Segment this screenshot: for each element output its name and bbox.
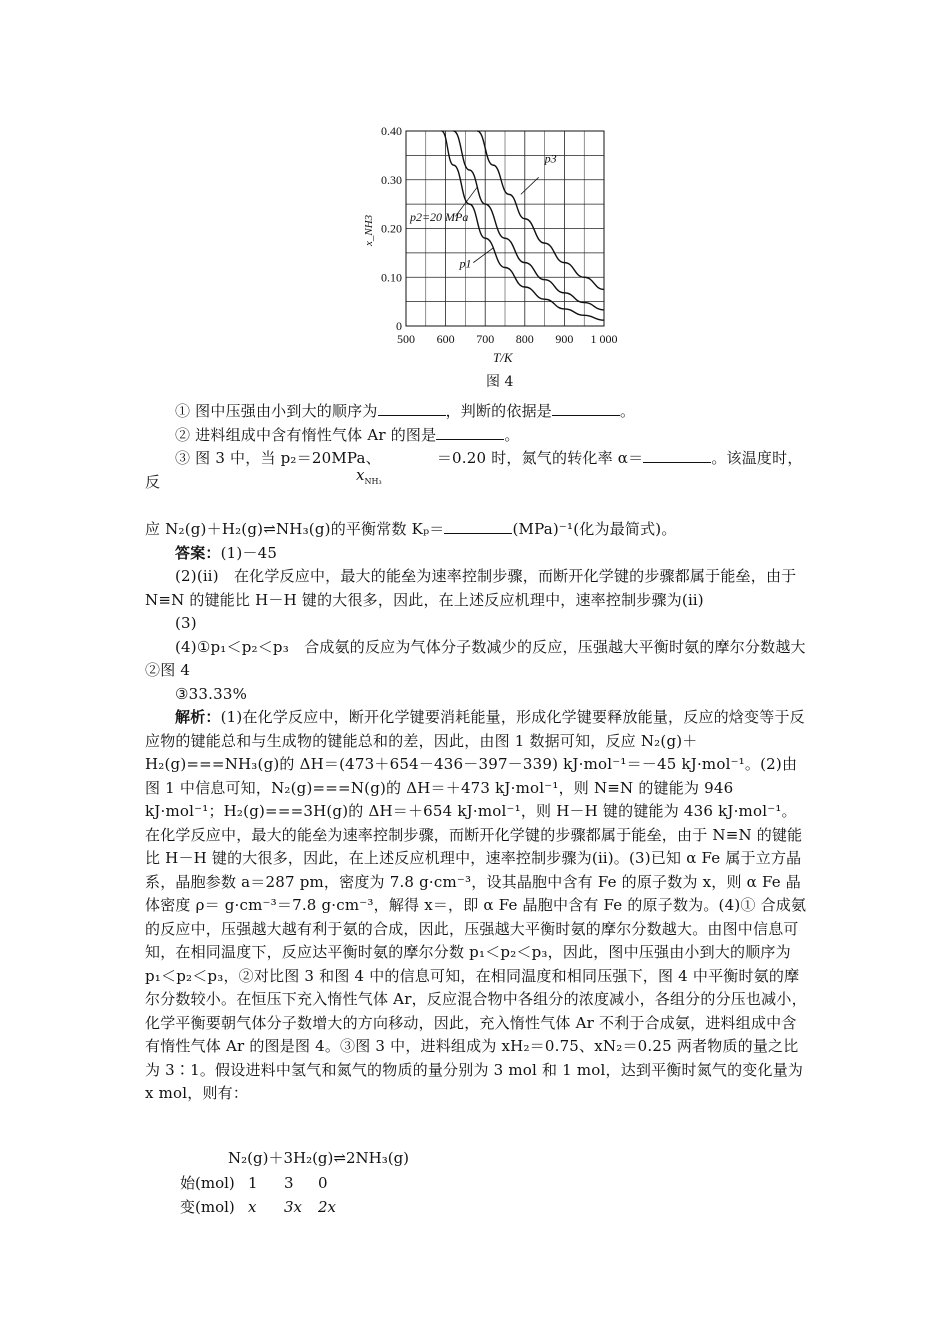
y-tick-label: 0.30	[381, 172, 402, 187]
chart-grid	[406, 131, 604, 326]
answer-3: (3)	[175, 614, 197, 632]
annotation-p3: p3	[544, 151, 557, 166]
question-1: ① 图中压强由小到大的顺序为 ，判断的依据是 。	[175, 402, 636, 420]
answer-2: (2)(ⅱ) 在化学反应中，最大的能垒为速率控制步骤，而断开化学键的步骤都属于能垒，由于 N≡N 的键能比 H－H 键的大很多，因此，在上述反应机理中，速率控制步骤为(ⅱ)	[145, 567, 797, 609]
y-axis-label: x_NH3	[363, 214, 375, 246]
questions-block	[145, 400, 821, 1106]
x-tick-label: 800	[515, 332, 534, 346]
x-tick-label: 900	[555, 332, 574, 346]
x-tick-label: 600	[436, 332, 455, 346]
x-nh3-symbol: $x_{NH_3}$	[356, 466, 382, 486]
explanation: 解析：(1)在化学反应中，断开化学键要消耗能量，形成化学键要释放能量，反应的焓变等于反应物的键能总和与生成物的键能总和的差，因此，由图 1 数据可知，反应 N₂(g)＋H₂(g)===NH₃(g)的 ΔH＝(473＋654－436－397－339) kJ·mol⁻¹＝－45 kJ·mol⁻¹。(2)由图 1 中信息可知，N₂(g)===N(g)的 ΔH＝＋473 kJ·mol⁻¹，则 N≡N 的键能为 946 kJ·mol⁻¹；H₂(g)===3H(g)的 ΔH＝＋654 kJ·mol⁻¹，则 H－H 键的键能为 436 kJ·mol⁻¹。在化学反应中，最大的能垒为速率控制步骤，而断开化学键的步骤都属于能垒，由于 N≡N 的键能比 H－H 键的大很多，因此，在上述反应机理中，速率控制步骤为(ⅱ)。(3)已知 α Fe 属于立方晶系，晶胞参数 a＝287 pm，密度为 7.8 g·cm⁻³，设其晶胞中含有 Fe 的原子数为 x，则 α Fe 晶体密度 ρ＝ g·cm⁻³＝7.8 g·cm⁻³，解得 x＝，即 α Fe 晶胞中含有 Fe 的原子数为。(4)① 合成氨的反应中，压强越大越有利于氨的合成，因此，压强越大平衡时氨的摩尔分数越大。由图中信息可知，在相同温度下，反应达平衡时氨的摩尔分数 p₁＜p₂＜p₃，因此，图中压强由小到大的顺序为 p₁＜p₂＜p₃，②对比图 3 和图 4 中的信息可知，在相同温度和相同压强下，图 4 中平衡时氨的摩尔分数较小。在恒压下充入惰性气体 Ar，反应混合物中各组分的浓度减小，各组分的分压也减小，化学平衡要朝气体分子数增大的方向移动，因此，充入惰性气体 Ar 不利于合成氨，进料组成中含有惰性气体 Ar 的图是图 4。③图 3 中，进料组成为 xH₂＝0.75、xN₂＝0.25 两者物质的量之比为 3∶1。假设进料中氢气和氮气的物质的量分别为 3 mol 和 1 mol，达到平衡时氮气的变化量为 x mol，则有：	[145, 708, 807, 1102]
annotation-p1: p1	[459, 256, 472, 271]
answer-4: (4)①p₁＜p₂＜p₃ 合成氨的反应为气体分子数减少的反应，压强越大平衡时氨的摩尔分数越大 ②图 4	[145, 637, 821, 679]
question-3-cont: 应 N₂(g)＋H₂(g)⇌NH₃(g)的平衡常数 Kₚ＝ (MPa)⁻¹(化为最简式)。	[145, 520, 677, 538]
table-row-change: 变(mol) x 3x 2x	[180, 1198, 337, 1216]
x-tick-label: 1 000	[590, 332, 618, 346]
question-3: ③ 图 3 中，当 p₂＝20MPa、 ＝0.20 时，氮气的转化率 α＝ 。该温度时，反	[145, 449, 803, 491]
answer-1: 答案：(1)－45	[175, 543, 278, 562]
table-row-initial: 始(mol) 1 3 0	[180, 1174, 328, 1192]
leader-p1	[473, 248, 493, 263]
y-tick-label: 0.20	[381, 221, 402, 236]
question-2: ② 进料组成中含有惰性气体 Ar 的图是 。	[175, 425, 520, 444]
annotation-p2: p2=20 MPa	[409, 210, 469, 225]
series-curve-p1	[442, 131, 604, 320]
chart-ticks	[363, 124, 618, 365]
figure-caption: 图 4	[486, 374, 514, 390]
y-tick-label: 0.10	[381, 270, 402, 285]
series-curve-p3	[477, 131, 604, 289]
answer-5: ③33.33%	[175, 684, 248, 703]
x-axis-label: T/K	[493, 350, 513, 365]
chart-curves	[442, 131, 604, 320]
ammonia-mole-fraction-chart	[360, 118, 640, 396]
x-tick-label: 500	[397, 332, 415, 346]
y-tick-label: 0.40	[381, 124, 402, 138]
x-tick-label: 700	[476, 332, 495, 346]
equilibrium-equation: N₂(g)＋3H₂(g)⇌2NH₃(g)	[228, 1149, 410, 1167]
y-tick-label: 0	[396, 319, 402, 333]
